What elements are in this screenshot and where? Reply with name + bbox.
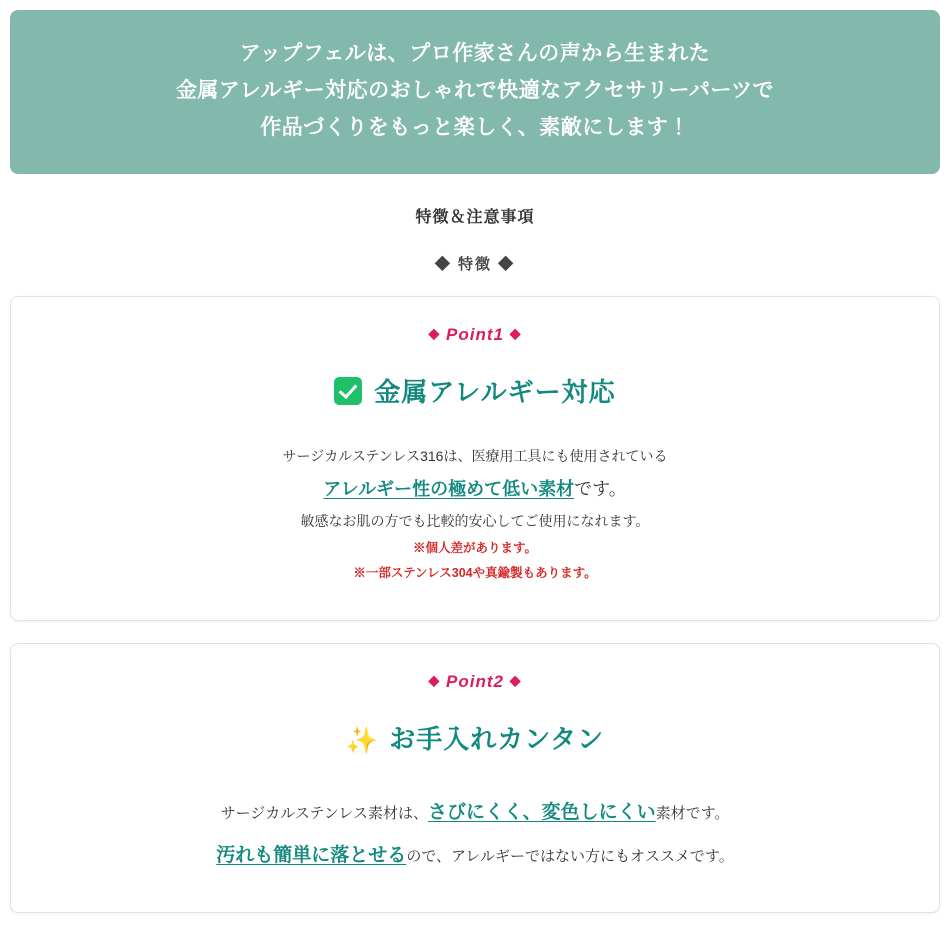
card-1-line-1: サージカルステンレス316は、医療用工具にも使用されている bbox=[282, 448, 668, 465]
card-2-body bbox=[41, 792, 909, 878]
section-subtitle: ◆ 特徴 ◆ bbox=[434, 256, 516, 274]
card-1-note-1: ※個人差があります。 bbox=[412, 540, 537, 555]
card-1-emphasis-line bbox=[41, 471, 909, 507]
point-label-1 bbox=[41, 325, 909, 345]
card-2-line-1-head: サージカルステンレス素材は、 bbox=[220, 805, 428, 822]
card-2-line-1-tail: 素材です。 bbox=[655, 805, 730, 822]
point-label-2 bbox=[41, 672, 909, 692]
hero-banner bbox=[10, 10, 940, 174]
feature-card-point2 bbox=[10, 643, 940, 913]
diamond-icon-left: ◆ bbox=[428, 325, 441, 342]
card-heading-2-text: お手入れカンタン bbox=[389, 723, 605, 754]
point-label-text: Point2 bbox=[446, 671, 504, 691]
diamond-icon-right: ◆ bbox=[509, 325, 522, 342]
feature-card-point1 bbox=[10, 296, 940, 621]
card-1-line-2: 敏感なお肌の方でも比較的安心してご使用になれます。 bbox=[300, 513, 650, 530]
easy-clean-link[interactable]: 汚れも簡単に落とせる bbox=[216, 844, 407, 866]
diamond-icon-left: ◆ bbox=[428, 671, 441, 688]
diamond-icon-right: ◆ bbox=[509, 671, 522, 688]
card-2-line-2-tail: ので、アレルギーではない方にもオススメです。 bbox=[406, 847, 734, 865]
hero-line-3: 作品づくりをもっと楽しく、素敵にします！ bbox=[260, 115, 690, 139]
rust-resistant-link[interactable]: さびにくく、変色しにくい bbox=[427, 802, 656, 823]
card-heading-1 bbox=[41, 377, 909, 408]
card-2-line-2 bbox=[41, 835, 909, 878]
sparkles-icon: ✨ bbox=[345, 724, 380, 755]
card-1-body bbox=[41, 442, 909, 585]
section-title: 特徴＆注意事項 bbox=[415, 209, 535, 227]
card-heading-1-text: 金属アレルギー対応 bbox=[374, 377, 616, 408]
card-1-note-2: ※一部ステンレス304や真鍮製もあります。 bbox=[353, 565, 597, 580]
hero-line-1: アップフェルは、プロ作家さんの声から生まれた bbox=[239, 42, 711, 65]
hero-line-2: 金属アレルギー対応のおしゃれで快適なアクセサリーパーツで bbox=[175, 78, 775, 102]
green-check-icon bbox=[334, 377, 362, 405]
card-2-line-1 bbox=[41, 792, 909, 835]
card-heading-2 bbox=[41, 724, 909, 756]
allergy-material-link[interactable]: アレルギー性の極めて低い素材 bbox=[323, 479, 575, 500]
card-1-emphasis-tail: です。 bbox=[574, 479, 627, 500]
point-label-text: Point1 bbox=[446, 325, 504, 345]
